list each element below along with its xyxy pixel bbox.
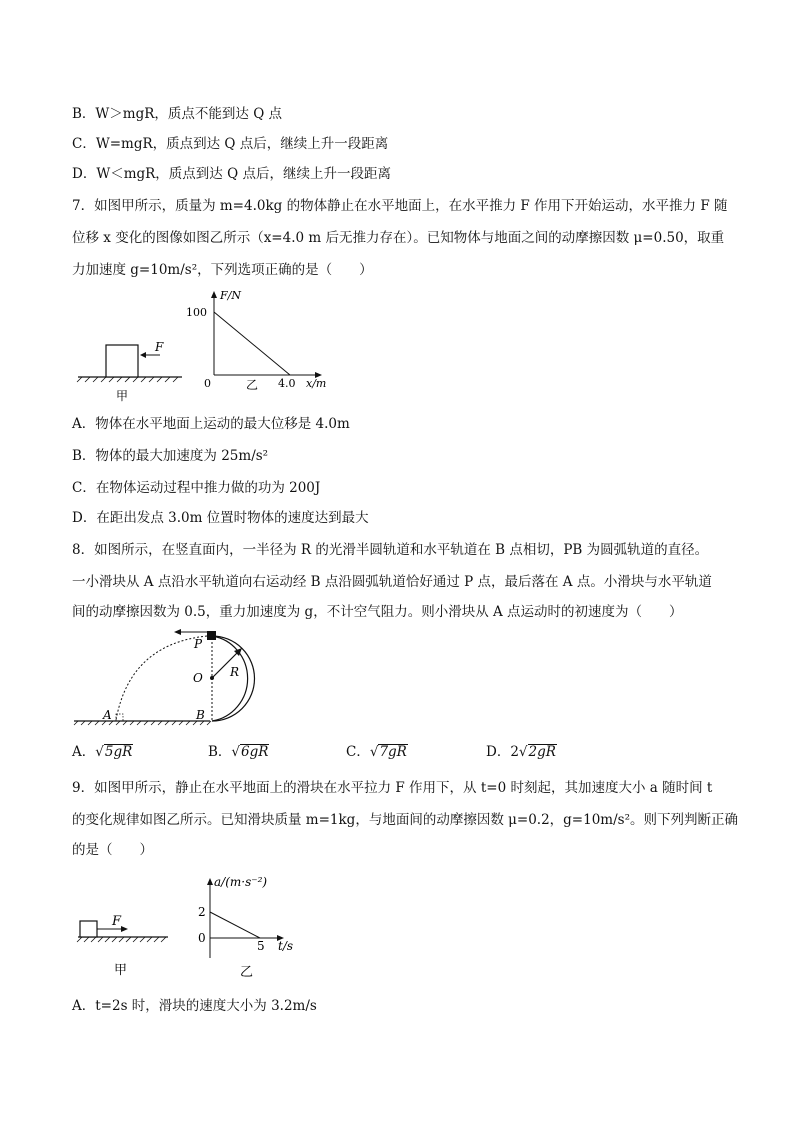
q9-y-axis-arrow <box>207 878 213 885</box>
q8-option-c-label: C． <box>346 744 370 760</box>
q7-y-axis-arrow <box>211 291 217 298</box>
q7-origin-label: 0 <box>204 377 211 390</box>
q7-block <box>106 345 138 377</box>
q7-graph-line <box>214 312 290 375</box>
q8-option-d-label: D．2 <box>486 744 519 760</box>
q8-stem-line2: 一小滑块从 A 点沿水平轨道向右运动经 B 点沿圆弧轨道恰好通过 P 点，最后落在 A 点。小滑块与水平轨道 <box>72 574 712 590</box>
q9-figure <box>70 868 320 983</box>
q8-option-d-radicand: 2gR <box>528 744 556 760</box>
q9-origin-label: 0 <box>198 931 206 945</box>
q8-label-b: B <box>196 708 205 722</box>
q9-y-tick-2: 2 <box>198 905 206 919</box>
q7-force-label: F <box>155 340 164 354</box>
q7-option-b: B．物体的最大加速度为 25m/s² <box>72 448 269 464</box>
q8-label-a: A <box>103 708 112 722</box>
q7-figure <box>70 285 340 403</box>
q8-option-b-radicand: 6gR <box>241 744 269 760</box>
q7-ground-hatch <box>77 377 178 382</box>
q8-option-c-radicand: 7gR <box>379 744 407 760</box>
q8-option-b: B．√6gR <box>208 744 269 760</box>
q9-y-axis-label: a/(m·s⁻²) <box>214 875 268 889</box>
q8-label-o: O <box>193 671 203 685</box>
q6-option-b: B．W＞mgR，质点不能到达 Q 点 <box>72 106 283 122</box>
q9-jia-label: 甲 <box>114 963 128 978</box>
q7-x-tick-4: 4.0 <box>278 377 296 390</box>
q8-option-a-label: A． <box>72 744 96 760</box>
q8-label-r: R <box>230 665 240 679</box>
q9-stem-line3: 的是（ ） <box>72 842 153 858</box>
q7-stem-line1: 7．如图甲所示，质量为 m=4.0kg 的物体静止在水平地面上，在水平推力 F 作用下开始运动，水平推力 F 随 <box>72 198 728 214</box>
q9-option-a: A．t=2s 时，滑块的速度大小为 3.2m/s <box>72 998 317 1014</box>
q7-yi-label: 乙 <box>246 378 259 392</box>
q9-yi-label: 乙 <box>240 965 254 980</box>
q7-option-a: A．物体在水平地面上运动的最大位移是 4.0m <box>72 416 350 432</box>
q9-force-label: F <box>112 914 122 929</box>
q9-force-arrowhead <box>121 926 128 932</box>
q9-x-axis-label: t/s <box>278 939 294 953</box>
q7-x-axis-label: x/m <box>306 377 327 390</box>
q7-y-axis-label: F/N <box>220 289 241 302</box>
q6-option-d: D．W＜mgR，质点到达 Q 点后，继续上升一段距离 <box>72 166 391 182</box>
q9-stem-line1: 9．如图甲所示，静止在水平地面上的滑块在水平拉力 F 作用下，从 t=0 时刻起，其加速度大小 a 随时间 t <box>72 780 713 796</box>
q7-option-d: D．在距出发点 3.0m 位置时物体的速度达到最大 <box>72 510 369 526</box>
q8-option-a: A．√5gR <box>72 744 133 760</box>
q6-option-c: C．W=mgR，质点到达 Q 点后，继续上升一段距离 <box>72 136 389 152</box>
q7-force-arrowhead <box>140 352 146 358</box>
q8-option-a-radicand: 5gR <box>104 744 133 760</box>
q9-x-tick-5: 5 <box>257 939 265 953</box>
q8-stem-line1: 8．如图所示，在竖直面内，一半径为 R 的光滑半圆轨道和水平轨道在 B 点相切，PB 为圆弧轨道的直径。 <box>72 542 709 558</box>
q8-figure <box>70 624 280 734</box>
q9-ground-hatch <box>77 937 166 942</box>
q8-option-b-label: B． <box>208 744 232 760</box>
q8-block <box>207 631 216 640</box>
q9-block <box>80 921 97 937</box>
q8-option-d: D．2√2gR <box>486 744 556 760</box>
q8-option-c: C．√7gR <box>346 744 407 760</box>
q8-stem-line3: 间的动摩擦因数为 0.5，重力加速度为 g，不计空气阻力。则小滑块从 A 点运动时的初速度为（ ） <box>72 604 683 620</box>
q9-graph-line <box>210 912 260 938</box>
q8-label-p: P <box>194 637 203 651</box>
q9-stem-line2: 的变化规律如图乙所示。已知滑块质量 m=1kg，与地面间的动摩擦因数 μ=0.2，g=10m/s²。则下列判断正确 <box>72 812 738 828</box>
q8-velocity-arrowhead <box>174 629 181 635</box>
q7-jia-label: 甲 <box>116 389 129 403</box>
q7-stem-line2: 位移 x 变化的图像如图乙所示（x=4.0 m 后无推力存在）。已知物体与地面之间的动摩擦因数 μ=0.50，取重 <box>72 230 725 246</box>
q7-stem-line3: 力加速度 g=10m/s²，下列选项正确的是（ ） <box>72 262 373 278</box>
q7-y-tick-100: 100 <box>186 306 207 319</box>
q7-option-c: C．在物体运动过程中推力做的功为 200J <box>72 480 321 496</box>
